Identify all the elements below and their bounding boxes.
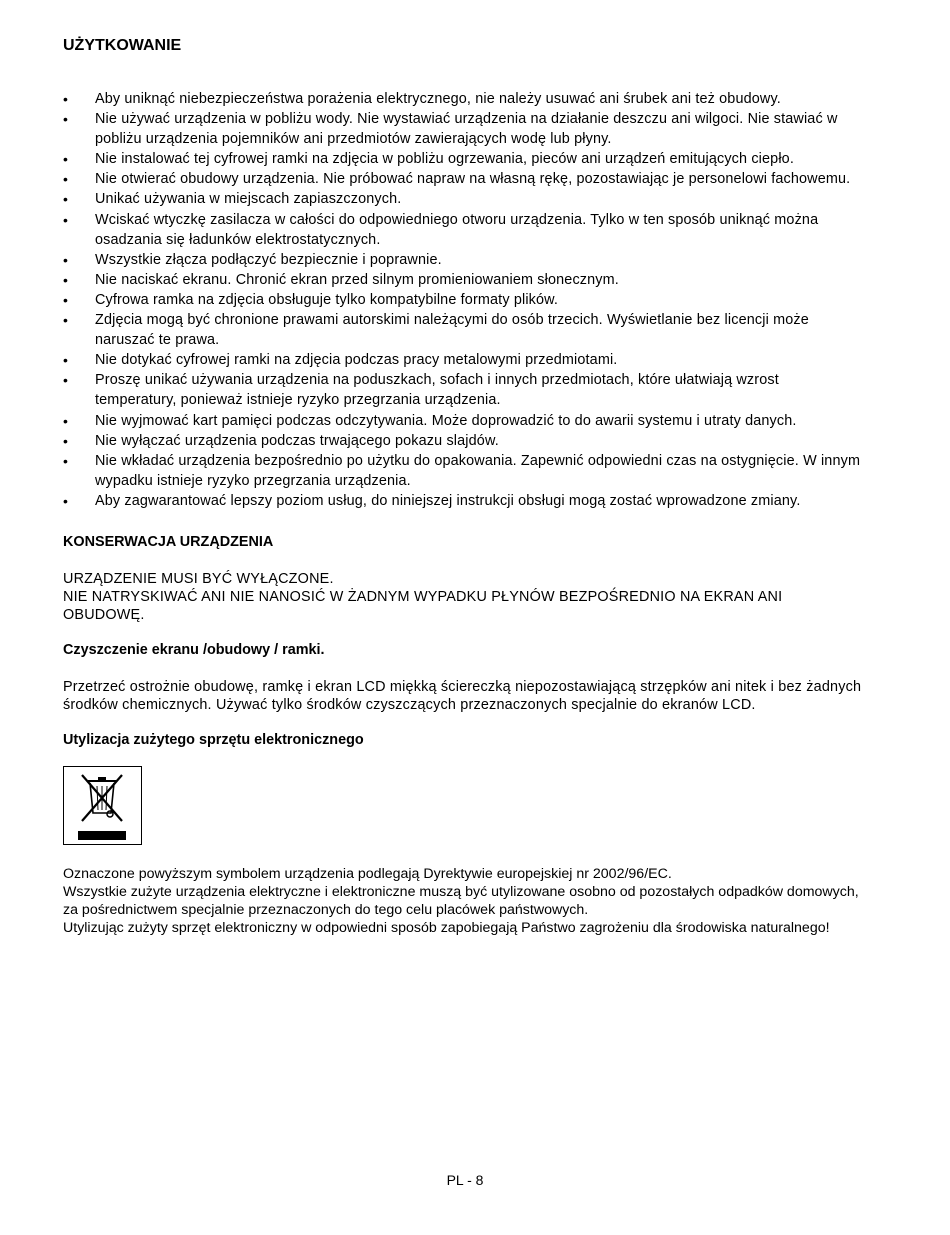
cleaning-heading: Czyszczenie ekranu /obudowy / ramki. [63,641,325,658]
page-number: PL - 8 [446,1172,484,1188]
cleaning-text: Przetrzeć ostrożnie obudowę, ramkę i ekran LCD miękką ściereczką niepozostawiającą strzępków ani nitek i bez żadnych środków chemicznych. Używać tylko środków czyszczących przeznaczonych specjalnie do ekranów LCD. [63,678,862,713]
warning-line-1: URZĄDZENIE MUSI BYĆ WYŁĄCZONE. [63,570,334,587]
disposal-text [63,865,863,937]
list-item: • Wszystkie złącza podłączyć bezpiecznie i poprawnie. [63,251,442,268]
list-item: • Nie wyjmować kart pamięci podczas odczytywania. Może doprowadzić to do awarii systemu i utraty danych. [63,412,797,429]
warning-line-2: NIE NATRYSKIWAĆ ANI NIE NANOSIĆ W ŻADNYM WYPADKU PŁYNÓW BEZPOŚREDNIO NA EKRAN ANI OBUDOWĘ. [63,588,783,623]
list-item: • Nie wkładać urządzenia bezpośrednio po użytku do opakowania. Zapewnić odpowiedni czas na ostygnięcie. W innym wypadku istnieje ryzyko przegrzania urządzenia. [63,452,861,489]
disposal-line-2: Wszystkie zużyte urządzenia elektryczne i elektroniczne muszą być utylizowane osobno od pozostałych odpadków domowych, za pośrednictwem specjalnie przeznaczonych do tego celu placówek państwowych. [63,883,859,918]
list-item: • Unikać używania w miejscach zapiaszczonych. [63,191,402,208]
page-title: UŻYTKOWANIE [63,37,182,54]
maintenance-heading: KONSERWACJA URZĄDZENIA [63,533,274,550]
list-item: • Nie otwierać obudowy urządzenia. Nie próbować napraw na własną rękę, pozostawiając je personelowi fachowemu. [63,171,851,188]
list-item: • Nie naciskać ekranu. Chronić ekran przed silnym promieniowaniem słonecznym. [63,271,619,288]
safety-list [63,89,863,511]
list-item: • Proszę unikać używania urządzenia na poduszkach, sofach i innych przedmiotach, które ułatwiają wzrost temperatury, ponieważ istnieje ryzyko przegrzania urządzenia. [63,372,779,409]
list-item: • Nie dotykać cyfrowej ramki na zdjęcia podczas pracy metalowymi przedmiotami. [63,352,618,369]
disposal-line-1: Oznaczone powyższym symbolem urządzenia podlegają Dyrektywie europejskiej nr 2002/96/EC. [63,865,672,882]
document-page [63,36,863,937]
list-item: • Wciskać wtyczkę zasilacza w całości do odpowiedniego otworu urządzenia. Tylko w ten sposób uniknąć można osadzania się ładunków elektrostatycznych. [63,211,819,248]
maintenance-warning [63,570,863,624]
list-item: • Aby uniknąć niebezpieczeństwa porażenia elektrycznego, nie należy usuwać ani śrubek ani też obudowy. [63,91,781,107]
list-item: • Nie wyłączać urządzenia podczas trwającego pokazu slajdów. [63,432,499,449]
list-item: • Aby zagwarantować lepszy poziom usług, do niniejszej instrukcji obsługi mogą zostać wprowadzone zmiany. [63,492,801,509]
list-item: • Zdjęcia mogą być chronione prawami autorskimi należącymi do osób trzecich. Wyświetlanie bez licencji może naruszać te prawa. [63,312,809,349]
list-item: • Nie instalować tej cyfrowej ramki na zdjęcia w pobliżu ogrzewania, pieców ani urządzeń emitujących ciepło. [63,151,794,168]
list-item: • Cyfrowa ramka na zdjęcia obsługuje tylko kompatybilne formaty plików. [63,291,559,308]
list-item: • Nie używać urządzenia w pobliżu wody. Nie wystawiać urządzenia na działanie deszczu ani wilgoci. Nie stawiać w pobliżu urządzenia pojemników ani przedmiotów zawierających wodę lub płyny. [63,111,838,148]
weee-crossed-bin-icon [63,766,142,845]
disposal-line-3: Utylizując zużyty sprzęt elektroniczny w odpowiedni sposób zapobiegają Państwo zagrożeniu dla środowiska naturalnego! [63,919,830,936]
disposal-heading: Utylizacja zużytego sprzętu elektronicznego [63,731,364,748]
